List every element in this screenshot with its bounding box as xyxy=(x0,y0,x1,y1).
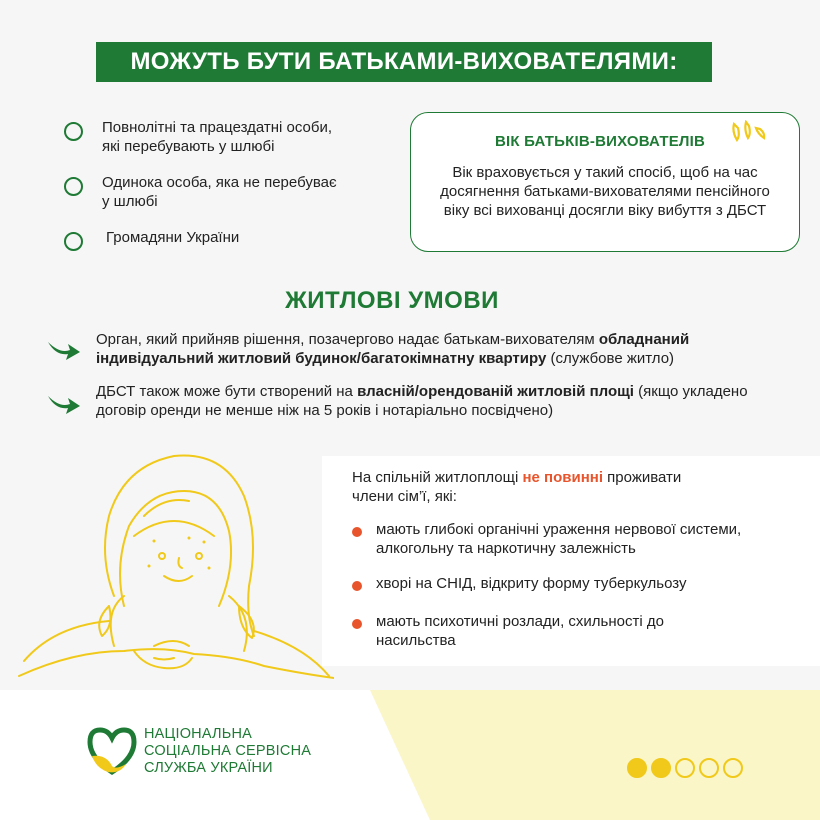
restriction-item xyxy=(352,520,792,558)
arrow-right-icon xyxy=(46,390,82,416)
housing-text-bold: обладнаний індивідуальний житловий будинок/багатокімнатну квартиру xyxy=(96,331,690,367)
restriction-text: мають глибокі органічні ураження нервової системи, алкогольну та наркотичну залежність xyxy=(376,521,742,557)
age-box-title: ВІК БАТЬКІВ-ВИХОВАТЕЛІВ xyxy=(494,133,706,150)
housing-text-bold: власній/орендованій житловій площі xyxy=(357,383,634,400)
age-box-text: Вік враховується у такий спосіб, щоб на час досягнення батьками-вихователями пенсійного віку всі вихованці досягли віку вибуття з ДБСТ xyxy=(440,164,770,219)
circle-bullet-icon xyxy=(64,232,83,251)
housing-text: ДБСТ також може бути створений на xyxy=(96,383,358,400)
eligibility-text: Одинока особа, яка не перебуває xyxy=(102,174,337,191)
eligibility-item xyxy=(64,173,394,211)
circle-bullet-icon xyxy=(64,177,83,196)
child-illustration xyxy=(14,446,334,696)
housing-condition-row xyxy=(96,330,796,368)
restriction-text: мають психотичні розлади, схильності до насильства xyxy=(376,613,664,649)
eligibility-text: Повнолітні та працездатні особи, xyxy=(102,119,333,136)
housing-text: Орган, який прийняв рішення, позачергово надає батькам-вихователям xyxy=(96,331,599,348)
restrictions-title xyxy=(352,468,692,506)
page-dot-active[interactable] xyxy=(627,758,647,778)
page-title: МОЖУТЬ БУТИ БАТЬКАМИ-ВИХОВАТЕЛЯМИ: xyxy=(96,42,712,82)
restriction-item xyxy=(352,612,692,650)
housing-condition-row xyxy=(96,382,796,420)
page-dot-active[interactable] xyxy=(651,758,671,778)
restrictions-panel xyxy=(322,456,820,666)
nsss-logo-icon xyxy=(86,726,138,776)
sparkle-icon xyxy=(728,120,768,148)
dot-bullet-icon xyxy=(352,581,362,591)
circle-bullet-icon xyxy=(64,122,83,141)
eligibility-item xyxy=(64,118,394,156)
arrow-right-icon xyxy=(46,336,82,362)
organization-name-line: СОЦІАЛЬНА СЕРВІСНА xyxy=(144,743,312,759)
page-dot[interactable] xyxy=(723,758,743,778)
housing-text: (службове житло) xyxy=(546,350,675,367)
restriction-item xyxy=(352,574,792,593)
restrictions-title-text: проживати члени сім’ї, які: xyxy=(352,469,682,505)
housing-text: (якщо укладено договір оренди не менше ніж на 5 років і нотаріально посвідчено) xyxy=(96,383,748,419)
restriction-text: хворі на СНІД, відкриту форму туберкульозу xyxy=(376,575,687,592)
eligibility-text: у шлюбі xyxy=(102,193,158,210)
dot-bullet-icon xyxy=(352,527,362,537)
page-dot[interactable] xyxy=(699,758,719,778)
eligibility-text: Громадяни України xyxy=(106,229,240,246)
pagination-dots xyxy=(627,758,743,778)
organization-name-line: НАЦІОНАЛЬНА xyxy=(144,726,253,742)
restrictions-title-highlight: не повинні xyxy=(522,469,604,486)
housing-section-title: ЖИТЛОВІ УМОВИ xyxy=(285,287,499,314)
eligibility-item xyxy=(64,228,394,247)
organization-name-line: СЛУЖБА УКРАЇНИ xyxy=(144,760,273,776)
organization-name xyxy=(144,726,311,777)
dot-bullet-icon xyxy=(352,619,362,629)
eligibility-text: які перебувають у шлюбі xyxy=(102,138,275,155)
page-dot[interactable] xyxy=(675,758,695,778)
restrictions-title-text: На спільній житлоплощі xyxy=(352,469,523,486)
